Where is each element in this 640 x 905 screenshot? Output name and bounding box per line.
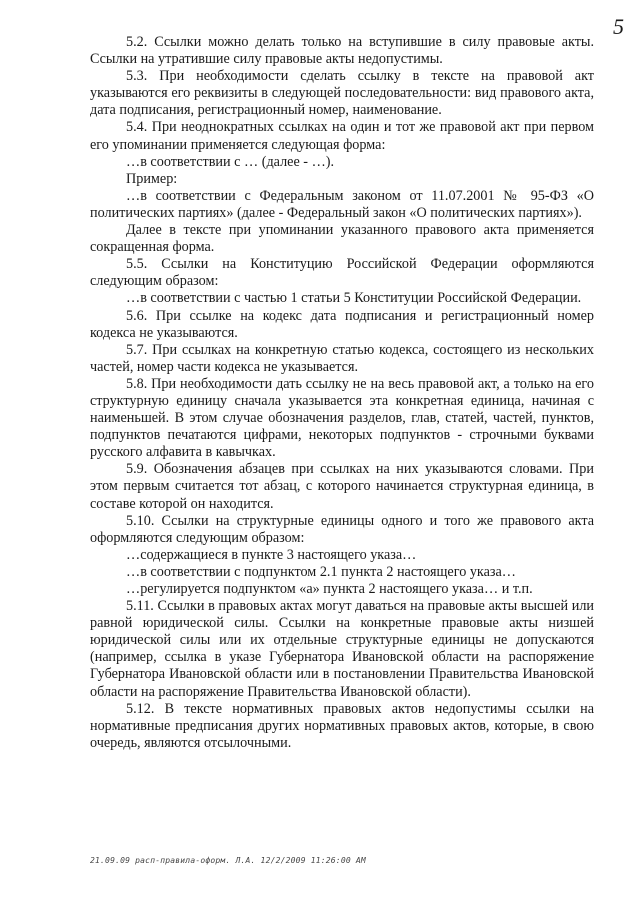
paragraph-further-text: Далее в тексте при упоминании указанного правового акта применяется сокращенная форма. (90, 222, 594, 256)
paragraph-5-12: 5.12. В тексте нормативных правовых актов недопустимы ссылки на нормативные предписания других нормативных правовых актов, которые, в свою очередь, являются отсылочными. (90, 700, 594, 751)
paragraph-5-7: 5.7. При ссылках на конкретную статью кодекса, состоящего из нескольких частей, номер части кодекса не указывается. (90, 341, 594, 375)
paragraph-5-10-example-1: …содержащиеся в пункте 3 настоящего указа… (126, 546, 417, 563)
paragraph-5-5: 5.5. Ссылки на Конституцию Российской Федерации оформляются следующим образом: (90, 256, 594, 290)
paragraph-5-4-form: …в соответствии с … (далее - …). (126, 153, 335, 170)
paragraph-5-6: 5.6. При ссылке на кодекс дата подписания и регистрационный номер кодекса не указываются. (90, 307, 594, 341)
paragraph-5-4: 5.4. При неоднократных ссылках на один и тот же правовой акт при первом его упоминании применяется следующая форма: (90, 119, 594, 153)
paragraph-5-5-example: …в соответствии с частью 1 статьи 5 Конституции Российской Федерации. (126, 290, 582, 307)
paragraph-5-10: 5.10. Ссылки на структурные единицы одного и того же правового акта оформляются следующим образом: (90, 512, 594, 546)
paragraph-5-10-example-2: …в соответствии с подпунктом 2.1 пункта 2 настоящего указа… (126, 563, 516, 580)
paragraph-5-10-example-3: …регулируется подпунктом «а» пункта 2 настоящего указа… и т.п. (126, 581, 533, 597)
paragraph-example-label: Пример: (126, 170, 178, 187)
paragraph-5-8: 5.8. При необходимости дать ссылку не на весь правовой акт, а только на его структурную единицу сначала указывается эта конкретная единица, начиная с наименьшей. В этом случае обозначения разделов, глав, статей, частей, пунктов, подпунктов печатаются цифрами, некоторых подпунктов - строчными буквами русского алфавита в кавычках. (90, 375, 594, 461)
paragraph-5-3: 5.3. При необходимости сделать ссылку в тексте на правовой акт указываются его реквизиты в следующей последовательности: вид правового акта, дата подписания, регистрационный номер, наименование. (90, 68, 594, 119)
paragraph-5-2: 5.2. Ссылки можно делать только на вступившие в силу правовые акты. Ссылки на утратившие силу правовые акты недопустимы. (90, 34, 594, 68)
paragraph-5-11: 5.11. Ссылки в правовых актах могут даваться на правовые акты высшей или равной юридической силы. Ссылки на конкретные правовые акты низшей юридической силы или их отдельные структурные единицы не допускаются (например, ссылка в указе Губернатора Ивановской области на распоряжение Губернатора Ивановской области или в постановлении Правительства Ивановской области на распоряжение Правительства Ивановской области). (90, 598, 594, 700)
page-number: 5 (613, 14, 624, 39)
footer-file-info: 21.09.09 расп-правила-оформ. Л.А. 12/2/2009 11:26:00 AM (90, 856, 366, 865)
document-body (90, 34, 594, 752)
paragraph-5-9: 5.9. Обозначения абзацев при ссылках на них указываются словами. При этом первым считается тот абзац, с которого начинается структурная единица, в составе которой он находится. (90, 461, 594, 512)
paragraph-example-text: …в соответствии с Федеральным законом от 11.07.2001 № 95-ФЗ «О политических партиях» (далее - Федеральный закон «О политических партиях»). (90, 187, 594, 221)
